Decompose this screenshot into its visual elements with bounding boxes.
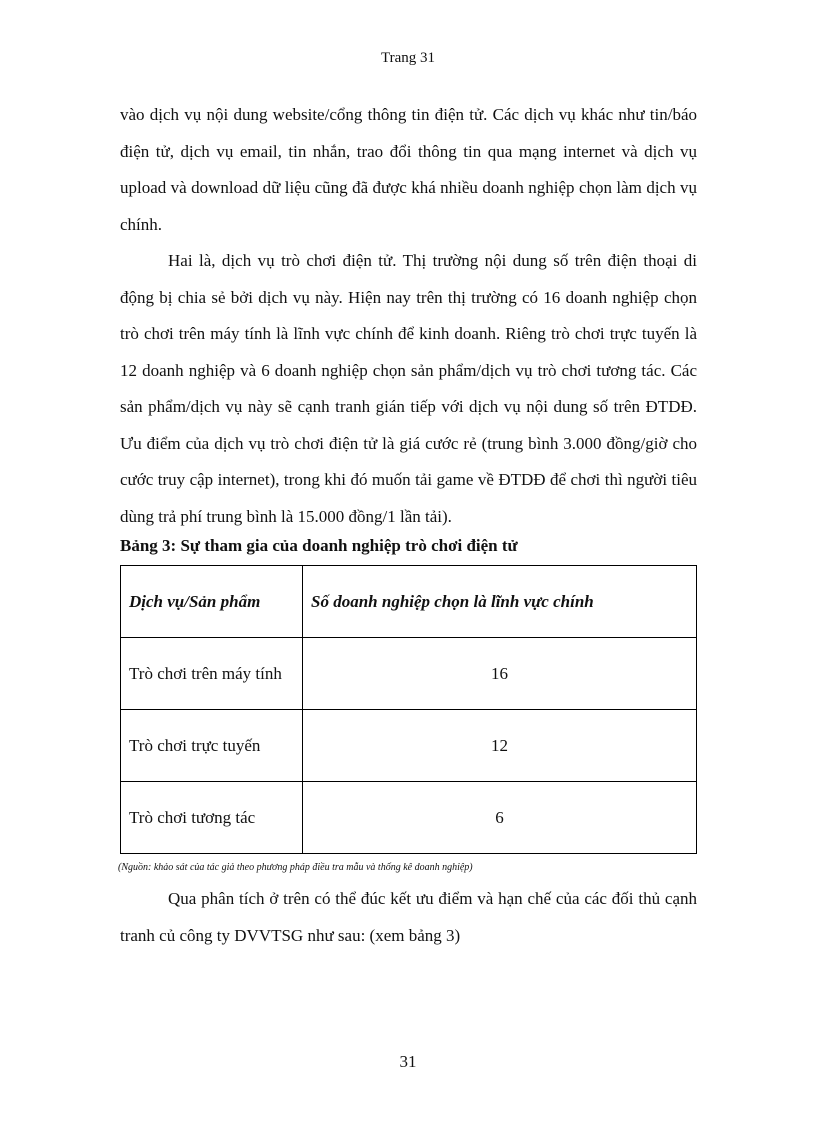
paragraph-3: Qua phân tích ở trên có thể đúc kết ưu điểm và hạn chế của các đối thủ cạnh tranh củ công ty DVVTSG như sau: (xem bảng 3) xyxy=(120,889,697,945)
table-row xyxy=(121,710,697,782)
table-cell-product: Trò chơi tương tác xyxy=(121,782,303,854)
paragraph-1: vào dịch vụ nội dung website/cổng thông tin điện tử. Các dịch vụ khác như tin/báo điện tử, dịch vụ email, tin nhắn, trao đổi thông tin qua mạng internet và dịch vụ upload và download dữ liệu cũng đã được khá nhiều doanh nghiệp chọn làm dịch vụ chính. xyxy=(120,105,697,234)
table-cell-count: 12 xyxy=(303,710,697,782)
table-cell-count: 6 xyxy=(303,782,697,854)
table-source-note: (Nguồn: khảo sát của tác giả theo phương pháp điều tra mẫu và thống kê doanh nghiệp) xyxy=(118,862,473,873)
table-header-row xyxy=(121,566,697,638)
table-header-cell: Dịch vụ/Sản phẩm xyxy=(121,566,303,638)
paragraph-2: Hai là, dịch vụ trò chơi điện tử. Thị trường nội dung số trên điện thoại di động bị chia sẻ bởi dịch vụ này. Hiện nay trên thị trường có 16 doanh nghiệp chọn trò chơi trên máy tính là lĩnh vực chính để kinh doanh. Riêng trò chơi trực tuyến là 12 doanh nghiệp và 6 doanh nghiệp chọn sản phẩm/dịch vụ trò chơi tương tác. Các sản phẩm/dịch vụ này sẽ cạnh tranh gián tiếp với dịch vụ nội dung số trên ĐTDĐ. Ưu điểm của dịch vụ trò chơi điện tử là giá cước rẻ (trung bình 3.000 đồng/giờ cho cước truy cập internet), trong khi đó muốn tải game về ĐTDĐ để chơi thì người tiêu dùng trả phí trung bình là 15.000 đồng/1 lần tải). xyxy=(120,251,697,526)
table-caption: Bảng 3: Sự tham gia của doanh nghiệp trò chơi điện tử xyxy=(120,536,518,555)
table-row xyxy=(121,782,697,854)
data-table xyxy=(120,565,697,854)
table-cell-product: Trò chơi trực tuyến xyxy=(121,710,303,782)
table-cell-count: 16 xyxy=(303,638,697,710)
table-row xyxy=(121,638,697,710)
page-header: Trang 31 xyxy=(380,50,436,66)
table-cell-product: Trò chơi trên máy tính xyxy=(121,638,303,710)
page-number: 31 xyxy=(399,1052,417,1071)
table-header-cell: Số doanh nghiệp chọn là lĩnh vực chính xyxy=(303,566,697,638)
